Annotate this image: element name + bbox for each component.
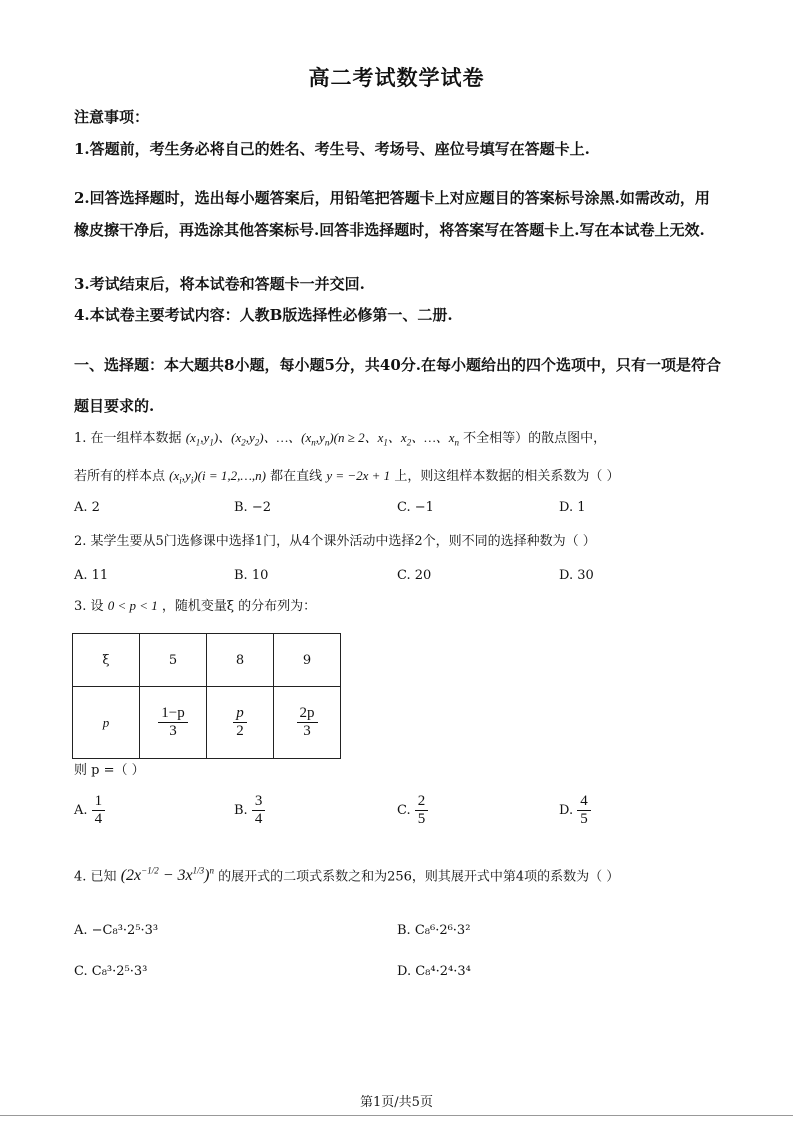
q2-option-d: D. 30 — [559, 568, 594, 583]
q4-suffix: 的展开式的二项式系数之和为256，则其展开式中第4项的系数为（ ） — [218, 869, 620, 885]
q4-math-expression: $(2x^{-1/2} - 3x^{1/3})^n$ — [120, 866, 214, 885]
table-header-xi: ξ — [73, 634, 140, 687]
frac-1-den: 3 — [169, 723, 177, 739]
q3-option-d — [559, 793, 591, 828]
frac-2-num: p — [233, 705, 247, 723]
question-4 — [74, 862, 734, 886]
frac-2-den: 2 — [236, 723, 244, 739]
q3-option-a — [74, 793, 105, 828]
table-value-5: 5 — [140, 634, 207, 687]
q3-option-a-label: A. — [74, 803, 88, 818]
q3-math-range: 0 < p < 1 — [107, 598, 158, 613]
table-value-9: 9 — [274, 634, 341, 687]
q1-option-b: B. −2 — [234, 500, 271, 515]
q4-option-d: D. C₈⁴·2⁴·3⁴ — [397, 964, 471, 979]
footer-divider — [0, 1115, 793, 1116]
q3-option-c-label: C. — [397, 803, 411, 818]
q2-option-a: A. 11 — [74, 568, 109, 583]
distribution-table — [72, 633, 341, 759]
q3-b-den: 4 — [254, 811, 263, 827]
q4-prefix: 4. 已知 — [74, 869, 117, 885]
notice-item-1: 1.答题前，考生务必将自己的姓名、考生号、考场号、座位号填写在答题卡上. — [74, 140, 590, 158]
q4-option-b: B. C₈⁶·2⁶·3² — [397, 923, 471, 938]
q1-math-data: $(x_1,y_1)$、$(x_2,y_2)$、…、$(x_n,y_n)(n \ge 2$、$x_1$、$x_2$、…、$x_n$ — [185, 430, 460, 448]
notice-heading: 注意事项： — [74, 108, 150, 126]
q3-prefix: 3. 设 — [74, 599, 104, 614]
frac-1-num: 1−p — [158, 705, 187, 723]
frac-3-num: 2p — [297, 705, 318, 723]
q1-prefix: 1. 在一组样本数据 — [74, 431, 182, 446]
q1-option-c: C. −1 — [397, 500, 434, 515]
q1-option-d: D. 1 — [559, 500, 586, 515]
q1-suffix: 不全相等）的散点图中， — [463, 431, 607, 446]
page-title: 高二考试数学试卷 — [308, 65, 485, 90]
q4-option-c: C. C₈³·2⁵·3³ — [74, 964, 148, 979]
q3-option-b-label: B. — [234, 803, 248, 818]
q3-c-num: 2 — [415, 793, 429, 811]
notice-item-3: 3.考试结束后，将本试卷和答题卡一并交回. — [74, 275, 365, 293]
q1-math-line: y = −2x + 1 — [326, 468, 391, 483]
q1-line2-prefix: 若所有的样本点 — [74, 469, 166, 484]
table-prob-1 — [140, 687, 207, 759]
page-footer: 第1页/共5页 — [360, 1095, 433, 1110]
q3-c-den: 5 — [417, 811, 426, 827]
q1-line2-mid: 都在直线 — [270, 469, 323, 484]
notice-item-2: 2.回答选择题时，选出每小题答案后，用铅笔把答题卡上对应题目的答案标号涂黑.如需改动，用橡皮擦干净后，再选涂其他答案标号.回答非选择题时，将答案写在答题卡上.写在本试卷上无效. — [74, 189, 710, 239]
q3-suffix: ，随机变量ξ 的分布列为： — [161, 599, 317, 614]
notice-item-4: 4.本试卷主要考试内容：人教B版选择性必修第一、二册. — [74, 306, 453, 324]
section-heading: 一、选择题：本大题共8小题，每小题5分，共40分.在每小题给出的四个选项中，只有一项是符合题目要求的. — [74, 356, 721, 415]
question-1-line-2 — [74, 467, 734, 490]
q1-math-points: $(x_i,y_i)(i$ = 1,2,…,n) — [169, 468, 267, 486]
q3-b-num: 3 — [252, 793, 266, 811]
q3-d-den: 5 — [580, 811, 588, 827]
q3-a-num: 1 — [92, 793, 106, 811]
q4-option-a: A. −C₈³·2⁵·3³ — [74, 923, 159, 938]
q3-option-c — [397, 793, 428, 828]
frac-3-den: 3 — [303, 723, 311, 739]
q3-option-b — [234, 793, 265, 828]
table-prob-3 — [274, 687, 341, 759]
table-prob-2 — [207, 687, 274, 759]
table-prob-p: p — [73, 687, 140, 759]
q2-option-c: C. 20 — [397, 568, 432, 583]
q3-ask: 则 p =（ ） — [74, 763, 145, 778]
table-value-8: 8 — [207, 634, 274, 687]
q3-option-d-label: D. — [559, 803, 574, 818]
question-1-line-1 — [74, 429, 734, 452]
question-3 — [74, 597, 316, 616]
q1-option-a: A. 2 — [74, 500, 100, 515]
q2-option-b: B. 10 — [234, 568, 269, 583]
q3-d-num: 4 — [577, 793, 591, 811]
question-2: 2. 某学生要从5门选修课中选择1门，从4个课外活动中选择2个，则不同的选择种数为（ ） — [74, 534, 596, 549]
q1-line2-suffix: 上，则这组样本数据的相关系数为（ ） — [394, 469, 620, 484]
q3-a-den: 4 — [94, 811, 103, 827]
